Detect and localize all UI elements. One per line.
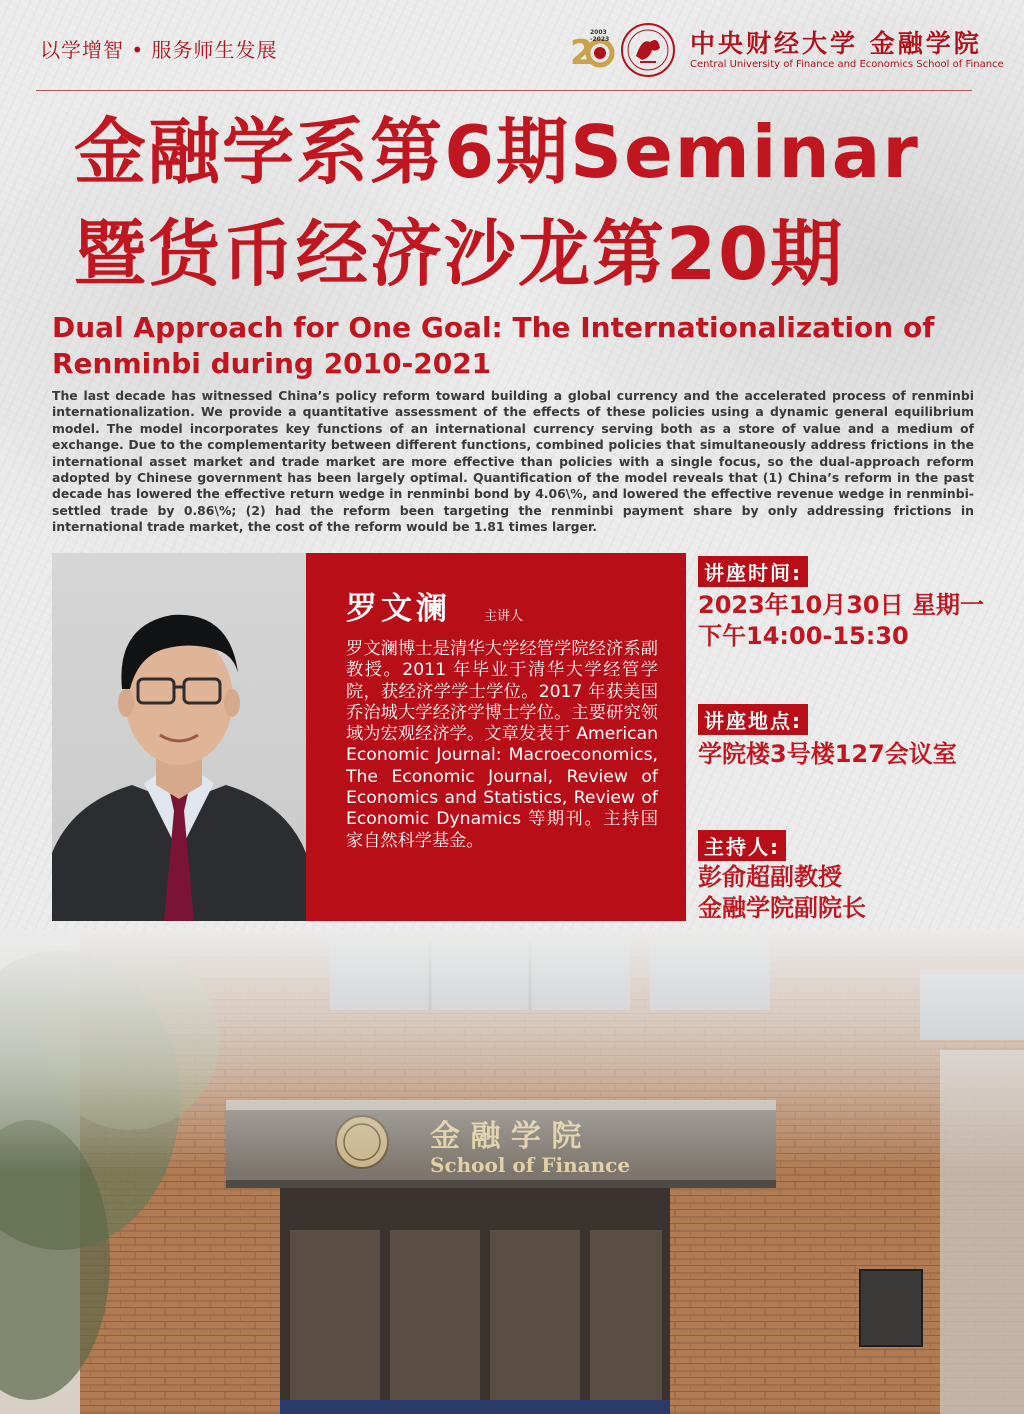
school-name-cn: 中央财经大学 金融学院 <box>690 29 982 58</box>
time-date: 2023年10月30日 星期一 <box>698 591 984 619</box>
university-seal-logo <box>620 22 676 78</box>
speaker-name: 罗文澜 <box>346 591 451 627</box>
speaker-bio-panel <box>306 553 686 921</box>
anniversary-logo <box>568 26 616 74</box>
seminar-title-line1: 金融学系第6期Seminar <box>74 110 920 194</box>
school-name-en: Central University of Finance and Economics School of Finance <box>690 59 1004 70</box>
school-building-photo <box>0 930 1024 1414</box>
header-divider <box>36 90 972 91</box>
speaker-photo <box>52 553 306 921</box>
seminar-title-line2: 暨货币经济沙龙第20期 <box>74 212 845 296</box>
anniversary-year-end: -2023 <box>590 36 610 43</box>
time-hours: 下午14:00-15:30 <box>698 622 909 650</box>
time-label: 讲座时间: <box>698 556 808 587</box>
svg-text:2: 2 <box>570 33 594 73</box>
host-name: 彭俞超副教授 <box>698 863 842 891</box>
talk-title: Dual Approach for One Goal: The Internationalization of Renminbi during 2010-2021 <box>52 311 935 380</box>
talk-abstract: The last decade has witnessed China’s policy reform toward building a global currency and the accelerated process of renminbi internationalization. We provide a quantitative assessment of the effects of these policies using a dynamic general equilibrium model. The model incorporates key functions of an international currency serving both as a store of value and a medium of exchange. Due to the complementarity between different functions, combined policies that simultaneously address frictions in the international asset market and trade market are more effective than policies with a single focus, so the dual-approach reform adopted by Chinese government has been largely optimal. Quantification of the model reveals that (1) China’s reform in the past decade has lowered the effective return wedge in renminbi bond by 4.06\%, and lowered the effective revenue wedge in renminbi-settled trade by 0.86\%; (2) had the reform been targeting the renminbi payment share by only addressing frictions in international trade market, the cost of the reform would be 1.81 times larger. <box>52 388 974 535</box>
anniversary-year-start: 2003 <box>590 29 607 36</box>
host-label: 主持人: <box>698 830 786 861</box>
speaker-bio: 罗文澜博士是清华大学经管学院经济系副教授。2011 年毕业于清华大学经管学院，获经济学学士学位。2017 年获美国乔治城大学经济学博士学位。主要研究领域为宏观经济学。文章发表于 American Economic Journal: Macroeconomics, The Economic Journal, Review of Economics and Statistics, Review of Economic Dynamics 等期刊。主持国家自然科学基金。 <box>346 639 658 851</box>
place-value: 学院楼3号楼127会议室 <box>698 740 957 768</box>
place-label: 讲座地点: <box>698 704 808 735</box>
host-title: 金融学院副院长 <box>698 894 866 922</box>
speaker-role: 主讲人 <box>484 609 524 624</box>
motto: 以学增智 • 服务师生发展 <box>40 38 278 62</box>
